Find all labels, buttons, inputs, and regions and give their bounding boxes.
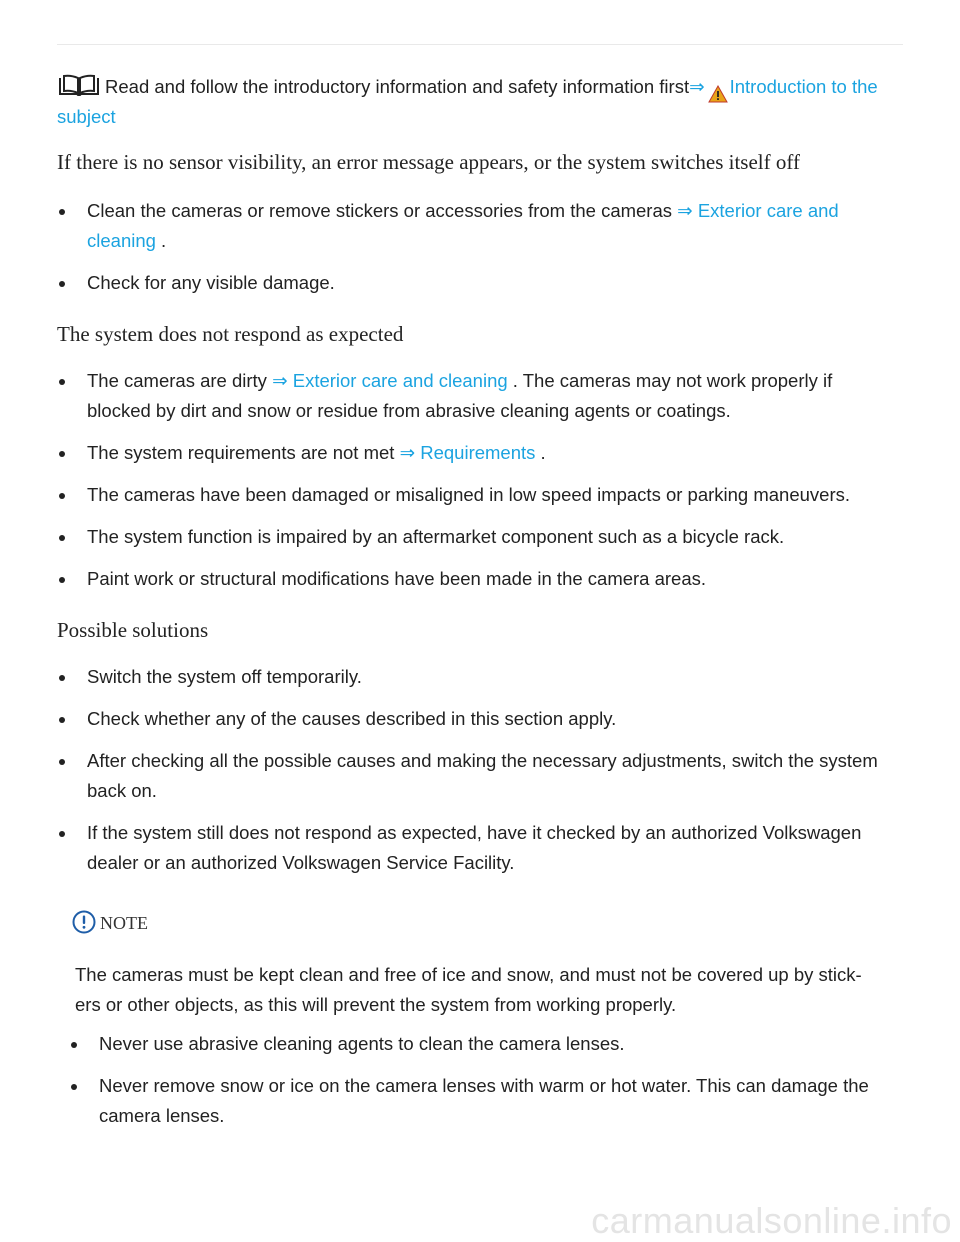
link-arrow[interactable]: ⇒	[399, 442, 416, 463]
intro-text: Read and follow the introductory information and safety information first	[105, 76, 690, 97]
top-divider	[57, 44, 903, 45]
warning-icon	[708, 82, 728, 100]
book-icon	[57, 74, 101, 96]
list-item: The cameras have been damaged or misaligned in low speed impacts or parking maneuvers.	[57, 480, 903, 510]
watermark: carmanualsonline.info	[591, 1200, 952, 1241]
exclamation-icon	[72, 910, 96, 934]
heading-no-sensor-visibility: If there is no sensor visibility, an error message appears, or the system switches itself off	[57, 150, 800, 174]
list-item: Clean the cameras or remove stickers or accessories from the cameras ⇒ Exterior care and cleaning .	[57, 196, 903, 256]
intro-paragraph	[57, 72, 903, 132]
list-item: The cameras are dirty ⇒ Exterior care and cleaning . The cameras may not work properly if blocked by dirt and snow or residue from abrasive cleaning agents or coatings.	[57, 366, 903, 426]
list-item: Check for any visible damage.	[57, 268, 903, 298]
list-item: The system function is impaired by an aftermarket component such as a bicycle rack.	[57, 522, 903, 552]
list-system-not-responding	[57, 366, 903, 606]
list-item: Check whether any of the causes described in this section apply.	[57, 704, 903, 734]
intro-link-introduction[interactable]: Introduction to the	[729, 76, 878, 97]
list-item: After checking all the possible causes and making the necessary adjustments, switch the system back on.	[57, 746, 903, 806]
list-item: Switch the system off temporarily.	[57, 662, 903, 692]
link-requirements[interactable]: Requirements	[420, 442, 536, 463]
link-exterior-care[interactable]: Exterior care and	[697, 200, 839, 221]
heading-possible-solutions: Possible solutions	[57, 618, 209, 642]
link-arrow[interactable]: ⇒	[272, 370, 288, 391]
link-exterior-care-cont[interactable]: cleaning	[87, 230, 156, 251]
list-item: Never use abrasive cleaning agents to clean the camera lenses.	[69, 1029, 899, 1059]
heading-system-not-responding: The system does not respond as expected	[57, 322, 404, 346]
list-item: Paint work or structural modifications have been made in the camera areas.	[57, 564, 903, 594]
note-body: The cameras must be kept clean and free of ice and snow, and must not be covered up by stick- ers or other objects, as this will prevent the system from working properly.	[75, 964, 862, 1015]
list-item: If the system still does not respond as expected, have it checked by an authorized Volkswagen dealer or an authorized Volkswagen Service Facility.	[57, 818, 903, 878]
list-note	[69, 1029, 899, 1143]
list-item: The system requirements are not met ⇒ Requirements .	[57, 438, 903, 468]
note-header	[72, 910, 148, 938]
note-title: NOTE	[100, 913, 148, 933]
list-item: Never remove snow or ice on the camera lenses with warm or hot water. This can damage the camera lenses.	[69, 1071, 899, 1131]
intro-link-subject[interactable]: subject	[57, 106, 116, 127]
link-arrow[interactable]: ⇒	[677, 200, 693, 221]
link-exterior-care-cleaning[interactable]: Exterior care and cleaning	[292, 370, 508, 391]
list-possible-solutions	[57, 662, 903, 890]
list-sensor-visibility	[57, 196, 903, 310]
intro-arrow[interactable]: ⇒	[689, 76, 705, 97]
